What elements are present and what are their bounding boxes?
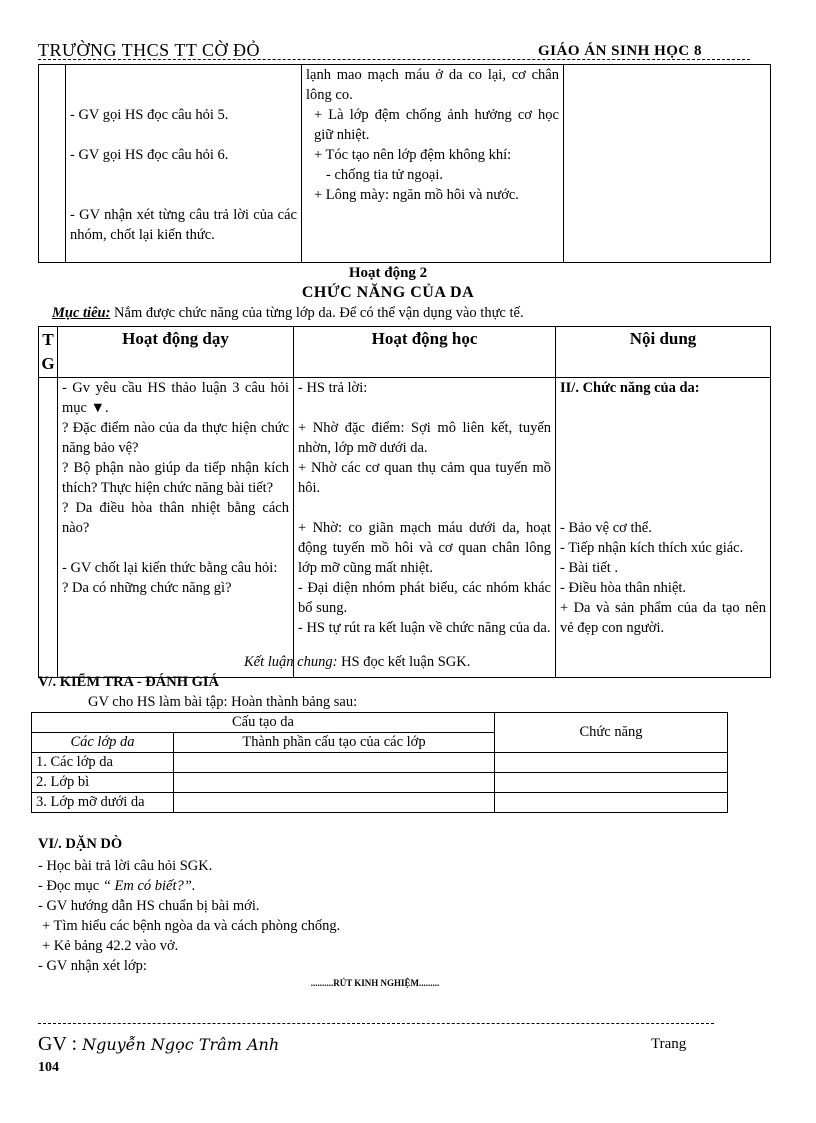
activity-title: CHỨC NĂNG CỦA DA: [301, 284, 475, 301]
objective-text: Nắm được chức năng của từng lớp da. Để có thể vận dụng vào thực tế.: [114, 305, 524, 321]
function-header: Chức năng: [495, 713, 728, 753]
section-6-title: VI/. DẶN DÒ: [38, 836, 123, 852]
footer-divider: [38, 1023, 714, 1024]
list-item: - Đọc mục “ Em có biết?”.: [38, 878, 196, 894]
layers-header: Các lớp da: [32, 733, 174, 753]
teacher-step: ? Da có những chức năng gì?: [62, 580, 232, 596]
student-activity-cell: [302, 65, 564, 263]
empty-cell: [495, 793, 728, 813]
content-item: - Tiếp nhận kích thích xúc giác.: [560, 540, 744, 556]
student-step: - chống tia tử ngoại.: [326, 167, 443, 183]
student-step: + Nhờ các cơ quan thụ cảm qua tuyến mồ hôi.: [298, 460, 551, 496]
subject-title: GIÁO ÁN SINH HỌC 8: [538, 43, 703, 59]
student-step: - HS tự rút ra kết luận về chức năng của da.: [298, 620, 551, 636]
teacher-step: - GV chốt lại kiến thức bằng câu hỏi:: [62, 560, 278, 576]
exercise-table: [31, 712, 728, 813]
header-divider: [38, 59, 750, 60]
empty-cell: [174, 753, 495, 773]
table-row-label: 1. Các lớp da: [32, 753, 174, 773]
content-item: - Bảo vệ cơ thể.: [560, 520, 652, 536]
content-cell: [556, 378, 771, 678]
table-row-label: 3. Lớp mỡ dưới da: [32, 793, 174, 813]
teacher-step: ? Bộ phận nào giúp da tiếp nhận kích thích? Thực hiện chức năng bài tiết?: [62, 460, 289, 496]
continued-activity-table: [38, 64, 771, 263]
student-step: - Đại diện nhóm phát biểu, các nhóm khác bổ sung.: [298, 580, 551, 616]
teacher-name: Nguyễn Ngọc Trâm Anh: [82, 1035, 280, 1054]
teacher-step: ? Đặc điểm nào của da thực hiện chức năng bảo vệ?: [62, 420, 289, 456]
page-label: Trang: [651, 1036, 687, 1052]
student-step: + Nhờ: co giãn mạch máu dưới da, hoạt động tuyến mồ hôi và cơ quan chân lông lớp mỡ cũng mất nhiệt.: [298, 520, 551, 576]
student-header: Hoạt động học: [294, 327, 556, 378]
list-item: + Kẻ bảng 42.2 vào vở.: [42, 938, 179, 954]
teacher-header: Hoạt động dạy: [58, 327, 294, 378]
tg-cell: [39, 65, 66, 263]
homework-list: [38, 856, 340, 976]
content-cell: [564, 65, 771, 263]
teacher-step: - GV gọi HS đọc câu hỏi 6.: [70, 147, 229, 163]
conclusion-text: HS đọc kết luận SGK.: [341, 654, 471, 670]
section-5-title: V/. KIỂM TRA - ĐÁNH GIÁ: [38, 674, 219, 690]
teacher-step: ? Da điều hòa thân nhiệt bằng cách nào?: [62, 500, 289, 536]
student-step: lạnh mao mạch máu ở da co lại, cơ chân lông co.: [306, 67, 559, 103]
table-row-label: 2. Lớp bì: [32, 773, 174, 793]
tg-cell: [39, 378, 58, 678]
teacher-activity-cell: [66, 65, 302, 263]
structure-header: Cấu tạo da: [32, 713, 495, 733]
conclusion-label: Kết luận chung:: [244, 654, 338, 670]
general-conclusion: [244, 654, 470, 671]
student-step: + Là lớp đệm chống ảnh hưởng cơ học giữ nhiệt.: [314, 107, 559, 143]
student-activity-cell: [294, 378, 556, 678]
empty-cell: [495, 753, 728, 773]
experience-note: ..........RÚT KINH NGHIỆM.........: [310, 978, 440, 988]
teacher-step: - GV gọi HS đọc câu hỏi 5.: [70, 107, 229, 123]
teacher-step: - Gv yêu cầu HS thảo luận 3 câu hỏi mục ▼.: [62, 380, 289, 416]
teacher-step: - GV nhận xét từng câu trả lời của các nhóm, chốt lại kiến thức.: [70, 207, 297, 243]
content-item: - Bài tiết .: [560, 560, 618, 576]
empty-cell: [174, 793, 495, 813]
page-number: 104: [38, 1060, 59, 1075]
list-item: - GV nhận xét lớp:: [38, 958, 147, 974]
student-step: + Lông mày: ngăn mồ hôi và nước.: [314, 187, 519, 203]
objective: [52, 305, 524, 322]
activity-label: Hoạt động 2: [348, 265, 428, 281]
content-item: + Da và sản phẩm của da tạo nên vẻ đẹp con người.: [560, 600, 766, 636]
tg-header: T G: [39, 327, 58, 378]
content-item: - Điều hòa thân nhiệt.: [560, 580, 687, 596]
teacher-signature: [38, 1033, 279, 1056]
activity-table: [38, 326, 771, 678]
list-item: + Tìm hiểu các bệnh ngòa da và cách phòng chống.: [42, 918, 341, 934]
teacher-activity-cell: [58, 378, 294, 678]
school-name: TRƯỜNG THCS TT CỜ ĐỎ: [38, 40, 260, 60]
empty-cell: [174, 773, 495, 793]
section-5-intro: GV cho HS làm bài tập: Hoàn thành bảng sau:: [88, 694, 358, 710]
objective-label: Mục tiêu:: [52, 305, 111, 321]
list-item: - Học bài trả lời câu hỏi SGK.: [38, 858, 213, 874]
student-step: + Nhờ đặc điểm: Sợi mô liên kết, tuyến nhờn, lớp mỡ dưới da.: [298, 420, 551, 456]
empty-cell: [495, 773, 728, 793]
list-item: - GV hướng dẫn HS chuẩn bị bài mới.: [38, 898, 260, 914]
gv-label: GV :: [38, 1033, 78, 1055]
content-title: II/. Chức năng của da:: [560, 380, 700, 396]
student-step: - HS trả lời:: [298, 380, 368, 396]
content-header: Nội dung: [556, 327, 771, 378]
components-header: Thành phần cấu tạo của các lớp: [174, 733, 495, 753]
student-step: + Tóc tạo nên lớp đệm không khí:: [314, 147, 512, 163]
